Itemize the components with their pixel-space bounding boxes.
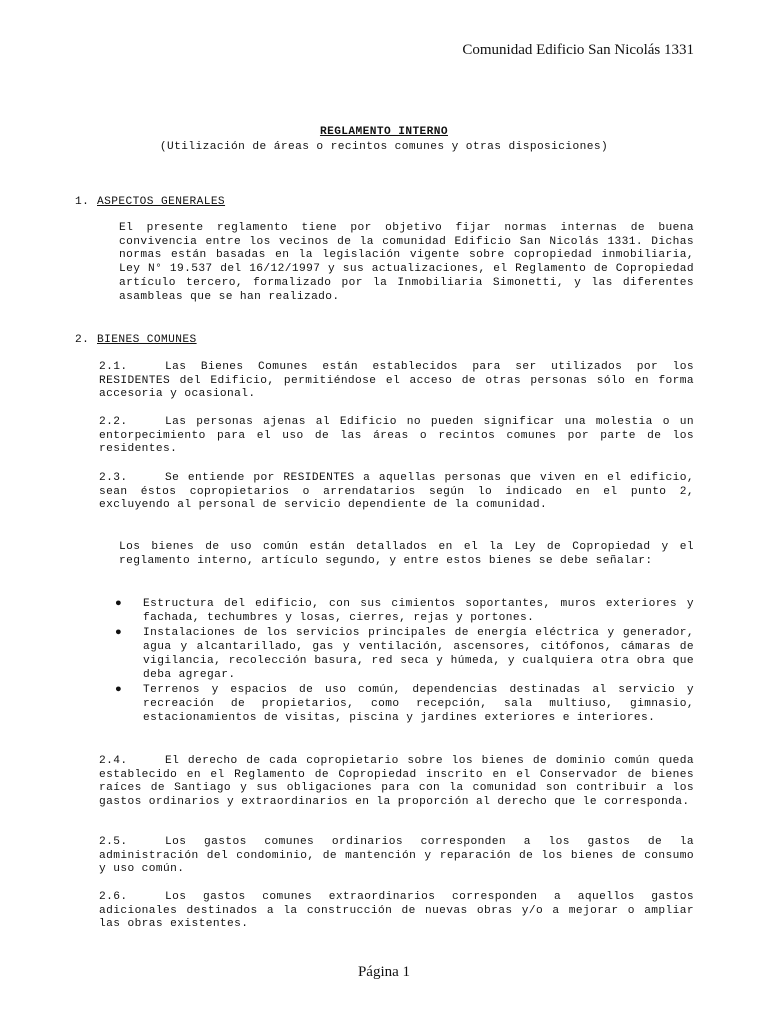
- section-number: 2.: [75, 334, 90, 346]
- bullet-icon: ●: [115, 627, 123, 640]
- section-heading-aspectos: [75, 196, 225, 210]
- document-subtitle: (Utilización de áreas o recintos comunes y otras disposiciones): [159, 140, 609, 153]
- list-item-2-6: [99, 891, 694, 932]
- item-number: 2.2.: [99, 416, 128, 428]
- title-block: [0, 126, 768, 154]
- section-number: 1.: [75, 196, 90, 208]
- document-title: REGLAMENTO INTERNO: [319, 126, 449, 138]
- item-text: Se entiende por RESIDENTES a aquellas personas que viven en el edificio, sean éstos copropietarios o arrendatarios según lo indicado en el punto 2, excluyendo al personal de servicio dependiente de la comunidad.: [99, 472, 694, 512]
- item-number: 2.3.: [99, 472, 128, 484]
- list-item-2-5: [99, 836, 694, 877]
- item-text: Las Bienes Comunes están establecidos para ser utilizados por los RESIDENTES del Edificio, permitiéndose el acceso de otras personas sólo en forma accesoria y ocasional.: [99, 361, 694, 401]
- section-title: BIENES COMUNES: [97, 334, 197, 346]
- list-item-2-3: [99, 472, 694, 513]
- item-number: 2.6.: [99, 891, 128, 903]
- bullet-icon: ●: [115, 598, 123, 610]
- section-title: ASPECTOS GENERALES: [97, 196, 226, 208]
- item-text: El derecho de cada copropietario sobre los bienes de dominio común queda establecido en el Reglamento de Copropiedad inscrito en el Conservador de bienes raíces de Santiago y sus obligaciones para con la comunidad son contribuir a los gastos ordinarios y extraordinarios en la proporción al derecho que le corresponda.: [99, 755, 694, 809]
- item-text: Las personas ajenas al Edificio no pueden significar una molestia o un entorpecimiento para el uso de las áreas o recintos comunes por parte de los residentes.: [99, 416, 694, 456]
- paragraph-bienes-de-uso-comun: Los bienes de uso común están detallados en el la Ley de Copropiedad y el reglamento interno, artículo segundo, y entre estos bienes se debe señalar:: [119, 541, 694, 567]
- item-text: Los gastos comunes ordinarios corresponden a los gastos de la administración del condominio, de mantención y reparación de los bienes de consumo y uso común.: [99, 836, 694, 876]
- paragraph-aspectos-generales: El presente reglamento tiene por objetivo fijar normas internas de buena convivencia entre los vecinos de la comunidad Edificio San Nicolás 1331. Dichas normas están basadas en la legislación vigente sobre copropiedad inmobiliaria, Ley N° 19.537 del 16/12/1997 y sus actualizaciones, el Reglamento de Copropiedad artículo tercero, formalizado por la Inmobiliaria Simonetti, y las diferentes asambleas que se han realizado.: [119, 222, 694, 303]
- bullet-text: Estructura del edificio, con sus cimientos soportantes, muros exteriores y fachada, techumbres y losas, cierres, rejas y portones.: [143, 598, 694, 624]
- item-text: Los gastos comunes extraordinarios corresponden a aquellos gastos adicionales destinados a la construcción de nuevas obras y/o a mejorar o ampliar las obras existentes.: [99, 891, 694, 931]
- bullet-list: [115, 598, 694, 725]
- list-item-2-1: [99, 361, 694, 402]
- list-item: [115, 684, 694, 725]
- page-footer: Página 1: [357, 964, 411, 980]
- list-item: [115, 627, 694, 682]
- bullet-text: Terrenos y espacios de uso común, dependencias destinadas al servicio y recreación de propietarios, como recepción, sala multiuso, gimnasio, estacionamientos de visitas, piscina y jardines exteriores e interiores.: [143, 684, 694, 724]
- list-item-2-2: [99, 416, 694, 457]
- bullet-icon: ●: [115, 684, 123, 697]
- item-number: 2.5.: [99, 836, 128, 848]
- list-item: [115, 598, 694, 625]
- section-heading-bienes: [75, 334, 197, 348]
- list-item-2-4: [99, 755, 694, 810]
- item-number: 2.1.: [99, 361, 128, 373]
- item-number: 2.4.: [99, 755, 128, 767]
- bullet-text: Instalaciones de los servicios principales de energía eléctrica y generador, agua y alcantarillado, gas y ventilación, ascensores, citófonos, cámaras de vigilancia, recolección basura, red seca y húmeda, y cualquiera otra obra que deba agregar.: [143, 627, 694, 681]
- page-header: Comunidad Edificio San Nicolás 1331: [462, 42, 694, 58]
